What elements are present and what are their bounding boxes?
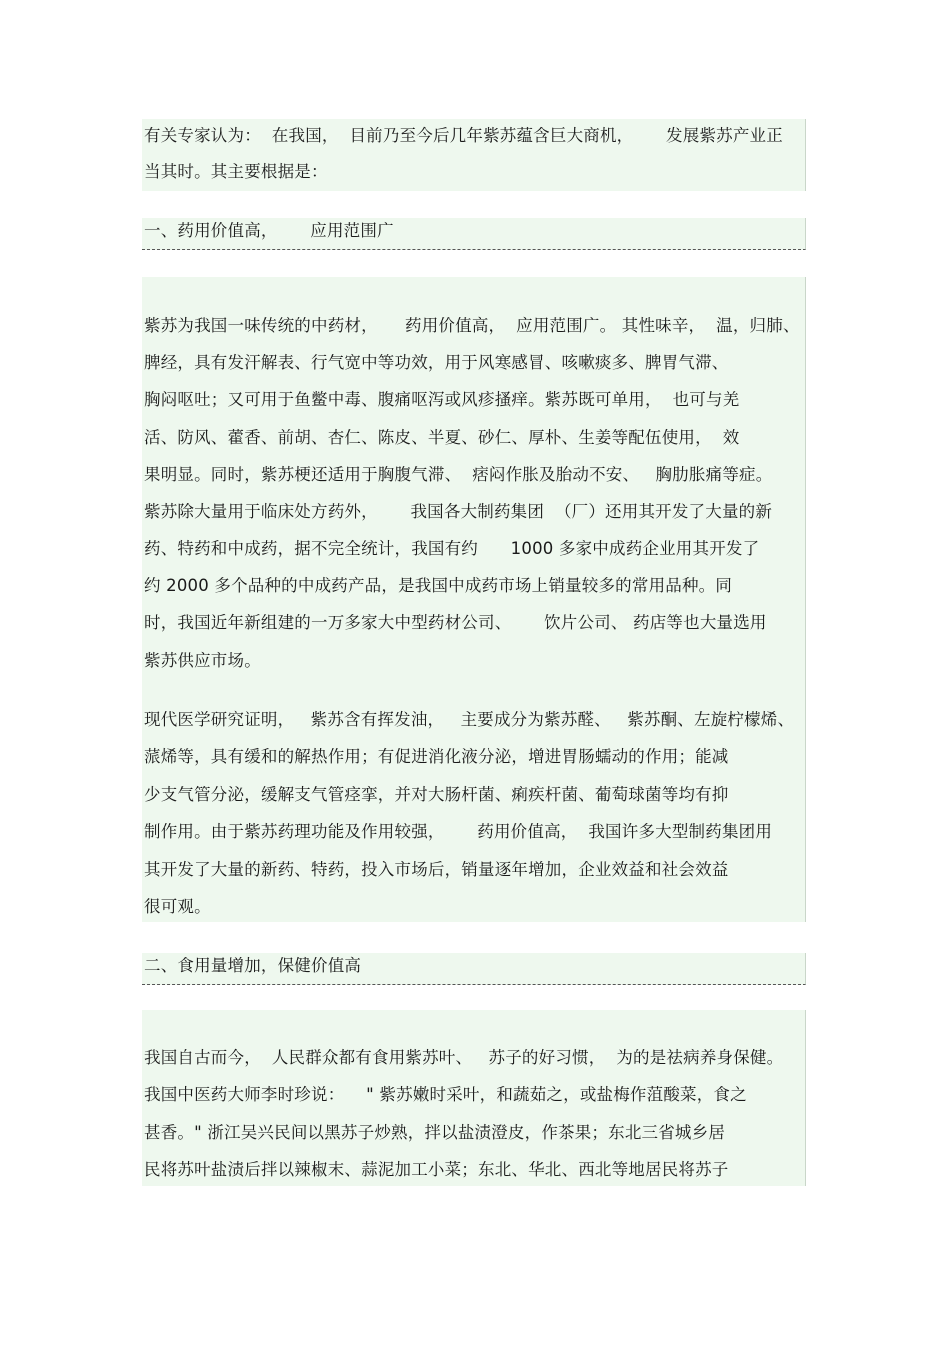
intro-block — [142, 119, 806, 191]
paragraph-line: 蒎烯等，具有缓和的解热作用；有促进消化液分泌，增进胃肠蠕动的作用；能减 — [144, 747, 729, 766]
intro-line: 当其时。其主要根据是： — [144, 162, 328, 181]
intro-line: 有关专家认为： 在我国， 目前乃至今后几年紫苏蕴含巨大商机， 发展紫苏产业正 — [144, 126, 783, 145]
paragraph-line: 少支气管分泌，缓解支气管痉挛，并对大肠杆菌、痢疾杆菌、葡萄球菌等均有抑 — [144, 785, 729, 804]
section1-heading-block — [142, 218, 806, 250]
paragraph-line: 很可观。 — [144, 897, 211, 916]
section2-heading: 二、食用量增加，保健价值高 — [144, 956, 362, 975]
paragraph-line: 时，我国近年新组建的一万多家大中型药材公司、 饮片公司、 药店等也大量选用 — [144, 613, 767, 632]
section2-heading-block — [142, 953, 806, 985]
paragraph-line: 约 2000 多个品种的中成药产品，是我国中成药市场上销量较多的常用品种。同 — [144, 576, 733, 595]
paragraph-line: 我国中医药大师李时珍说： " 紫苏嫩时采叶，和蔬茹之，或盐梅作菹酸菜，食之 — [144, 1085, 747, 1104]
paragraph-line: 果明显。同时，紫苏梗还适用于胸腹气滞、 痞闷作胀及胎动不安、 胸肋胀痛等症。 — [144, 465, 773, 484]
paragraph-line: 紫苏供应市场。 — [144, 651, 261, 670]
paragraph-line: 我国自古而今， 人民群众都有食用紫苏叶、 苏子的好习惯， 为的是祛病养身保健。 — [144, 1048, 784, 1067]
paragraph-line: 活、防风、藿香、前胡、杏仁、陈皮、半夏、砂仁、厚朴、生姜等配伍使用， 效 — [144, 428, 740, 447]
paragraph-line: 其开发了大量的新药、特药，投入市场后，销量逐年增加，企业效益和社会效益 — [144, 860, 729, 879]
paragraph-line: 药、特药和中成药，据不完全统计，我国有约 1000 多家中成药企业用其开发了 — [144, 539, 760, 558]
paragraph-line: 紫苏除大量用于临床处方药外， 我国各大制药集团 （厂）还用其开发了大量的新 — [144, 502, 773, 521]
section2-body — [142, 1010, 806, 1186]
paragraph-line: 制作用。由于紫苏药理功能及作用较强， 药用价值高， 我国许多大型制药集团用 — [144, 822, 773, 841]
section1-heading: 一、药用价值高， 应用范围广 — [144, 221, 394, 240]
paragraph-line: 现代医学研究证明， 紫苏含有挥发油， 主要成分为紫苏醛、 紫苏酮、左旋柠檬烯、 — [144, 710, 795, 729]
paragraph-line: 民将苏叶盐渍后拌以辣椒末、蒜泥加工小菜；东北、华北、西北等地居民将苏子 — [144, 1160, 729, 1179]
paragraph-line: 胸闷呕吐；又可用于鱼鳖中毒、腹痛呕泻或风疹搔痒。紫苏既可单用， 也可与羌 — [144, 390, 740, 409]
paragraph-line: 紫苏为我国一味传统的中药材， 药用价值高， 应用范围广。 其性味辛， 温，归肺、 — [144, 316, 800, 335]
paragraph-line: 脾经，具有发汗解表、行气宽中等功效，用于风寒感冒、咳嗽痰多、脾胃气滞、 — [144, 353, 729, 372]
paragraph-line: 甚香。" 浙江吴兴民间以黑苏子炒熟，拌以盐渍澄皮，作茶果；东北三省城乡居 — [144, 1123, 726, 1142]
section1-body — [142, 277, 806, 922]
